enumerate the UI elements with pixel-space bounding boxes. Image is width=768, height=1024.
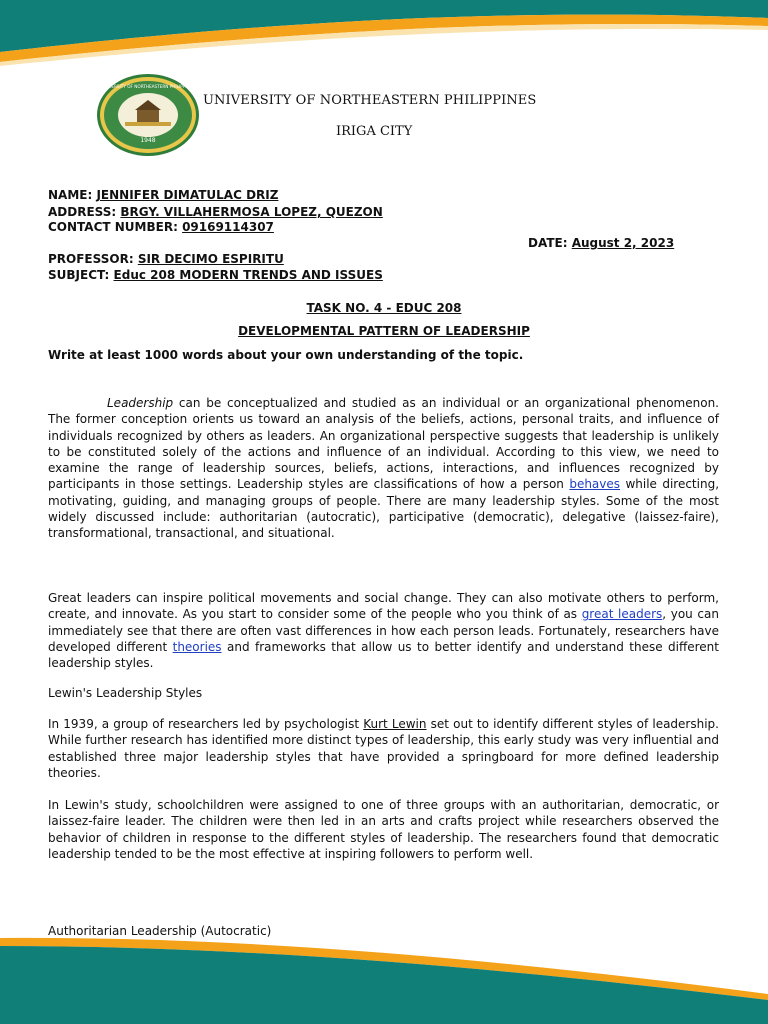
behaves-link[interactable]: behaves — [569, 477, 621, 492]
name-label: NAME: — [48, 188, 93, 202]
task-title-text: DEVELOPMENTAL PATTERN OF LEADERSHIP — [238, 324, 530, 338]
professor-value: SIR DECIMO ESPIRITU — [137, 252, 284, 266]
address-value: BRGY. VILLAHERMOSA LOPEZ, QUEZON — [120, 205, 383, 219]
authoritarian-heading: Authoritarian Leadership (Autocratic) — [48, 924, 272, 938]
contact-value: 09169114307 — [182, 220, 274, 234]
address-line — [48, 205, 383, 219]
date-label: DATE: — [528, 236, 568, 250]
seal-year-text: 1948 — [140, 137, 156, 144]
name-line — [48, 188, 278, 202]
university-seal-logo — [95, 72, 201, 158]
task-number-text: TASK NO. 4 - EDUC 208 — [306, 301, 462, 315]
city-name: IRIGA CITY — [336, 124, 413, 139]
subject-value: Educ 208 MODERN TRENDS AND ISSUES — [113, 268, 383, 282]
task-instruction: Write at least 1000 words about your own understanding of the topic. — [48, 348, 524, 362]
paragraph-great-leaders: Great leaders can inspire political movements and social change. They can also motivate others to perform, create, and innovate. As you start to consider some of the people who you think of as great leaders, you can immediately see that there are often vast differences in how each person leads. Fortunately, researchers have developed different theories and frameworks that allow us to better identify and understand these different leadership styles. — [48, 591, 719, 671]
task-title — [0, 324, 768, 338]
date-value: August 2, 2023 — [571, 236, 675, 250]
paragraph-leadership: Leadership can be conceptualized and studied as an individual or an organizational phenomenon. The former conception orients us toward an analysis of the beliefs, actions, personal traits, and influence of individuals recognized by others as leaders. An organizational perspective suggests that leadership is unlikely to be constituted solely of the actions and influence of an individual. According to this view, we need to examine the range of leadership sources, beliefs, actions, interactions, and influences recognized by participants in those settings. Leadership styles are classifications of how a person behaves while directing, motivating, guiding, and managing groups of people. There are many leadership styles. Some of the most widely discussed include: authoritarian (autocratic), participative (democratic), delegative (laissez-faire), transformational, transactional, and situational. — [48, 396, 720, 541]
subject-label: SUBJECT: — [48, 268, 110, 282]
address-label: ADDRESS: — [48, 205, 117, 219]
subject-line — [48, 268, 383, 282]
date-line — [528, 236, 674, 250]
top-decorative-banner — [0, 0, 768, 70]
contact-line — [48, 220, 274, 234]
contact-label: CONTACT NUMBER: — [48, 220, 178, 234]
university-name: UNIVERSITY OF NORTHEASTERN PHILIPPINES — [203, 93, 537, 108]
kurt-lewin-link[interactable]: Kurt Lewin — [363, 717, 427, 731]
great-leaders-link[interactable]: great leaders — [581, 607, 663, 622]
bottom-decorative-banner — [0, 934, 768, 1024]
name-value: JENNIFER DIMATULAC DRIZ — [96, 188, 279, 202]
leadership-italic: Leadership — [107, 396, 174, 410]
professor-label: PROFESSOR: — [48, 252, 134, 266]
theories-link[interactable]: theories — [172, 639, 222, 654]
seal-ring-text: UNIVERSITY OF NORTHEASTERN PHILIPPINES — [101, 84, 195, 89]
lewin-heading: Lewin's Leadership Styles — [48, 686, 203, 700]
professor-line — [48, 252, 284, 266]
paragraph-lewin-study: In 1939, a group of researchers led by psychologist Kurt Lewin set out to identify different styles of leadership. While further research has identified more distinct types of leadership, this early study was very influential and established three major leadership styles that have provided a springboard for more defined leadership theories. — [48, 717, 719, 780]
paragraph-lewin-groups: In Lewin's study, schoolchildren were assigned to one of three groups with an authoritarian, democratic, or laissez-faire leader. The children were then led in an arts and crafts project while researchers observed the behavior of children in response to the different styles of leadership. The researchers found that democratic leadership tended to be the most effective at inspiring followers to perform well. — [48, 798, 719, 861]
task-number — [0, 301, 768, 315]
